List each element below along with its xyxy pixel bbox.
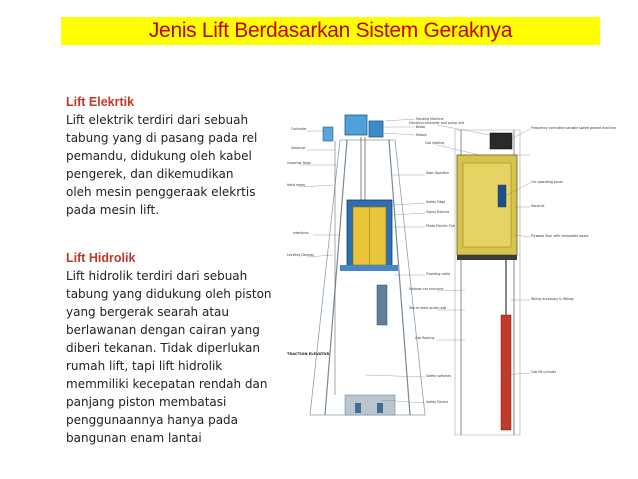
svg-text:Cab flooring: Cab flooring — [415, 336, 435, 340]
elevator-illustration — [285, 115, 616, 455]
svg-text:Hoist ropes: Hoist ropes — [287, 183, 305, 187]
svg-text:Cab lift cylinder: Cab lift cylinder — [531, 370, 557, 374]
buffer-icon — [377, 403, 383, 413]
section-heading: Lift Hidrolik — [66, 251, 136, 265]
svg-text:Leveling Devices: Leveling Devices — [287, 253, 314, 257]
section-body: Lift elektrik terdiri dari sebuah tabung yang di pasang pada rel pemandu, didukung oleh kabel pengerek, dan dikemudikan oleh mesin penggeraak elekrtis pada mesin lift. — [66, 113, 258, 217]
svg-text:Wiring accessory & fittings: Wiring accessory & fittings — [531, 297, 574, 301]
svg-text:Frequency controlled variable: Frequency controlled variable speed geared machine — [531, 126, 616, 130]
slide-title: Jenis Lift Berdasarkan Sistem Geraknya — [148, 19, 513, 42]
svg-text:Photo Electric Eye: Photo Electric Eye — [426, 224, 455, 228]
svg-text:Governor Rope: Governor Rope — [287, 161, 311, 165]
svg-text:Safety switches: Safety switches — [426, 374, 452, 378]
svg-text:Interlocks: Interlocks — [293, 231, 309, 235]
controller-icon — [323, 127, 333, 141]
motor-icon — [369, 121, 383, 137]
svg-text:Signal Fixtures: Signal Fixtures — [426, 210, 450, 214]
traction-caption: TRACTION ELEVATOR — [287, 352, 330, 356]
svg-text:Safety Edge: Safety Edge — [426, 200, 446, 204]
hydraulic-elevator-diagram — [408, 121, 616, 435]
svg-text:Hoisting Machine: Hoisting Machine — [416, 117, 444, 121]
svg-text:Door Operator: Door Operator — [426, 171, 449, 175]
svg-text:Safety Device: Safety Device — [426, 400, 449, 404]
section-heading: Lift Elekrtik — [66, 95, 135, 109]
svg-text:Brake: Brake — [416, 125, 426, 129]
hoisting-machine-icon — [345, 115, 367, 135]
svg-text:Traveling cable: Traveling cable — [426, 272, 450, 276]
svg-text:Two or more guide rails: Two or more guide rails — [409, 306, 447, 310]
svg-text:Modular car structure: Modular car structure — [409, 287, 444, 291]
svg-text:Plywood floor with removable b: Plywood floor with removable board — [531, 234, 589, 238]
svg-text:Cab lighting: Cab lighting — [425, 141, 445, 145]
buffer-icon — [355, 403, 361, 413]
title-banner — [61, 17, 600, 45]
svg-text:Handrail: Handrail — [531, 204, 545, 208]
svg-text:Controller: Controller — [291, 127, 307, 131]
counterweight — [377, 285, 387, 325]
section-body: Lift hidrolik terdiri dari sebuah tabung yang didukung oleh piston yang bergerak searah atau berlawanan dengan cairan yang diberi tekanan. Tidak diperlukan rumah lift, tapi lift hidrolik memmiliki kecepatan rendah dan panjang piston membatasi penggunaannya hanya pada bangunan enam lantai — [66, 269, 272, 445]
cab-lift-cylinder — [501, 315, 511, 430]
pump-unit — [490, 133, 512, 149]
svg-text:Car operating panel: Car operating panel — [531, 180, 563, 184]
car-operating-panel — [498, 185, 506, 207]
section-hydraulic-lift — [66, 251, 276, 447]
svg-text:Motors: Motors — [416, 133, 427, 137]
svg-text:Governor: Governor — [291, 146, 306, 150]
section-electric-lift — [66, 95, 276, 219]
traction-elevator-diagram — [287, 115, 455, 415]
svg-text:Electrical controller and pump: Electrical controller and pump unit — [409, 121, 465, 125]
